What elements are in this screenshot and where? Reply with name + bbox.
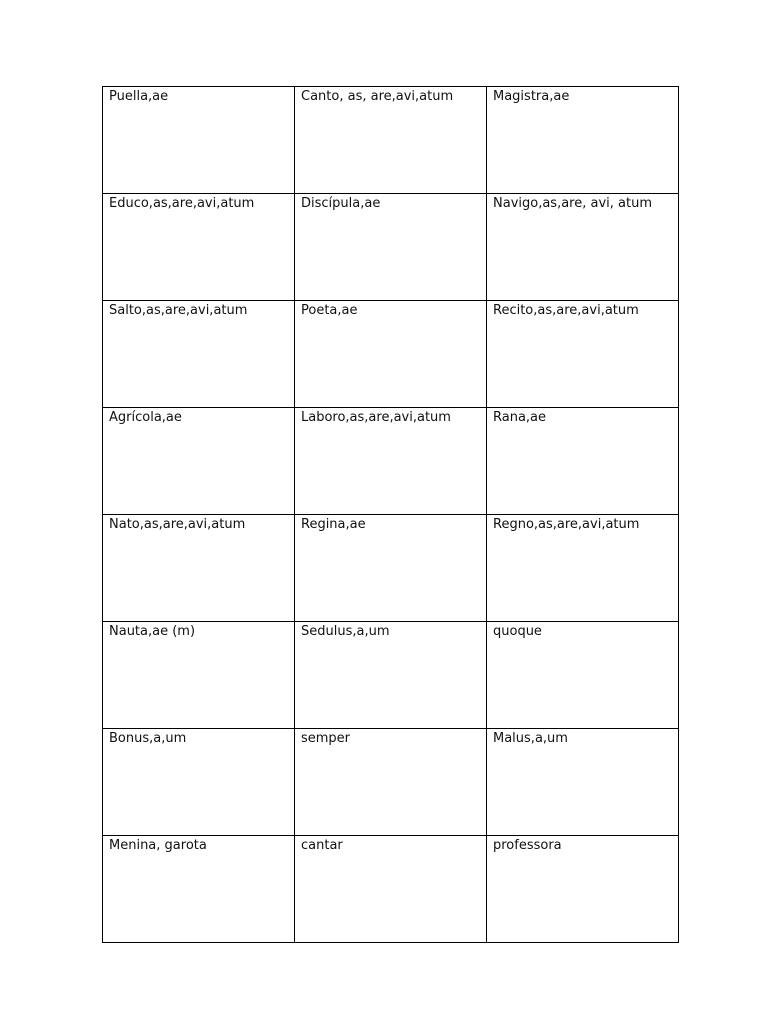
- table-row: [103, 301, 679, 408]
- table-row: [103, 729, 679, 836]
- table-cell: Rana,ae: [487, 408, 679, 515]
- table-cell: Nauta,ae (m): [103, 622, 295, 729]
- table-cell: Discípula,ae: [295, 194, 487, 301]
- table-row: [103, 836, 679, 943]
- table-cell: Navigo,as,are, avi, atum: [487, 194, 679, 301]
- table-cell: quoque: [487, 622, 679, 729]
- table-cell: semper: [295, 729, 487, 836]
- table-cell: professora: [487, 836, 679, 943]
- table-row: [103, 194, 679, 301]
- table-cell: Laboro,as,are,avi,atum: [295, 408, 487, 515]
- table-cell: Sedulus,a,um: [295, 622, 487, 729]
- table-cell: Agrícola,ae: [103, 408, 295, 515]
- table-cell: Regno,as,are,avi,atum: [487, 515, 679, 622]
- table-cell: Educo,as,are,avi,atum: [103, 194, 295, 301]
- table-cell: Nato,as,are,avi,atum: [103, 515, 295, 622]
- table-cell: Magistra,ae: [487, 87, 679, 194]
- table-cell: Puella,ae: [103, 87, 295, 194]
- table-cell: Regina,ae: [295, 515, 487, 622]
- table-cell: Canto, as, are,avi,atum: [295, 87, 487, 194]
- vocabulary-table: [102, 86, 679, 943]
- table-row: [103, 515, 679, 622]
- table-row: [103, 622, 679, 729]
- table-cell: Bonus,a,um: [103, 729, 295, 836]
- table-cell: Poeta,ae: [295, 301, 487, 408]
- table-cell: Salto,as,are,avi,atum: [103, 301, 295, 408]
- table-cell: Menina, garota: [103, 836, 295, 943]
- table-row: [103, 408, 679, 515]
- table-cell: Malus,a,um: [487, 729, 679, 836]
- table-row: [103, 87, 679, 194]
- table-cell: cantar: [295, 836, 487, 943]
- table-cell: Recito,as,are,avi,atum: [487, 301, 679, 408]
